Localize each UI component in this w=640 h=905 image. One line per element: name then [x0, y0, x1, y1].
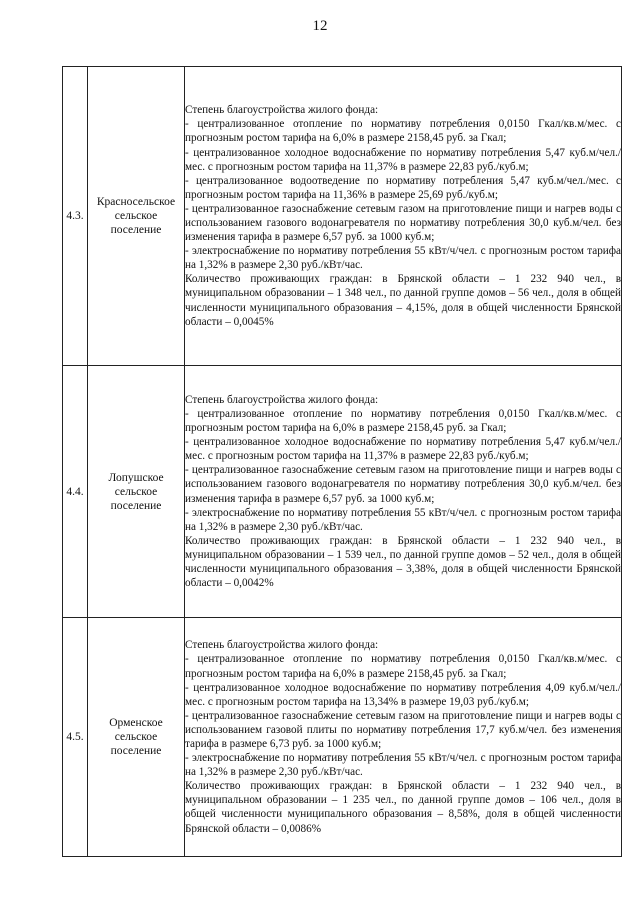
heating-item: - централизованное отопление по нормативу потребления 0,0150 Гкал/кв.м/мес. с прогнозным ростом тарифа на 6,0% в размере 2158,45 руб. за Гкал;: [185, 118, 621, 145]
sewerage-item: - централизованное водоотведение по нормативу потребления 5,47 куб.м/чел./мес. с прогнозным ростом тарифа на 11,36% в размере 25,69 руб./куб.м;: [185, 174, 621, 201]
settlement-name-line: Красносельское: [96, 196, 176, 208]
table-row: [63, 618, 622, 857]
population-item: Количество проживающих граждан: в Брянской области – 1 232 940 чел., в муниципальном образовании – 1 539 чел., по данной группе домов – 52 чел., доля в общей численности муниципального образования – 3,38%, доля в общей численности Брянской области – 0,0042%: [185, 534, 621, 590]
settlement-name-line: поселение: [110, 499, 162, 512]
section-heading: Степень благоустройства жилого фонда:: [185, 639, 379, 652]
gas-item: - централизованное газоснабжение сетевым газом на приготовление пищи и нагрев воды с использованием газового водонагревателя по нормативу потребления 30,0 куб.м/чел. без изменения тарифа в размере 6,57 руб. за 1000 куб.м;: [185, 464, 621, 505]
settlement-name: [88, 67, 185, 366]
electricity-item: - электроснабжение по нормативу потребления 55 кВт/ч/чел. с прогнозным ростом тарифа на 1,32% в размере 2,30 руб./кВт/час.: [185, 752, 621, 779]
tariff-table: [62, 66, 622, 857]
heating-item: - централизованное отопление по нормативу потребления 0,0150 Гкал/кв.м/мес. с прогнозным ростом тарифа на 6,0% в размере 2158,45 руб. за Гкал;: [185, 407, 621, 435]
cold-water-item: - централизованное холодное водоснабжение по нормативу потребления 5,47 куб.м/чел./мес. с прогнозным ростом тарифа на 11,37% в размере 22,83 руб./куб.м;: [185, 436, 621, 463]
settlement-name: [88, 366, 185, 618]
cold-water-item: - централизованное холодное водоснабжение по нормативу потребления 5,47 куб.м/чел./мес. с прогнозным ростом тарифа на 11,37% в размере 22,83 руб./куб.м;: [185, 146, 621, 173]
cold-water-item: - централизованное холодное водоснабжение по нормативу потребления 4,09 куб.м/чел./мес. с прогнозным ростом тарифа на 13,34% в размере 19,03 руб./куб.м;: [185, 681, 621, 708]
settlement-name-line: поселение: [110, 224, 162, 236]
electricity-item: - электроснабжение по нормативу потребления 55 кВт/ч/чел. с прогнозным ростом тарифа на 1,32% в размере 2,30 руб./кВт/час.: [185, 245, 621, 272]
heating-item: - централизованное отопление по нормативу потребления 0,0150 Гкал/кв.м/мес. с прогнозным ростом тарифа на 6,0% в размере 2158,45 руб. за Гкал;: [185, 653, 621, 680]
gas-item: - централизованное газоснабжение сетевым газом на приготовление пищи и нагрев воды с использованием газовой плиты по нормативу потребления 17,7 куб.м/чел. без изменения тарифа в размере 6,73 руб. за 1000 куб.м;: [185, 709, 621, 750]
population-item: Количество проживающих граждан: в Брянской области – 1 232 940 чел., в муниципальном образовании – 1 235 чел., по данной группе домов – 106 чел., доля в общей численности муниципального образования – 8,58%, доля в общей численности Брянской области – 0,0086%: [185, 780, 621, 835]
row-number: 4.5.: [63, 618, 88, 857]
description-cell: [185, 366, 622, 618]
settlement-name: [88, 618, 185, 857]
settlement-name-line: сельское: [114, 485, 158, 498]
population-item: Количество проживающих граждан: в Брянской области – 1 232 940 чел., в муниципальном образовании – 1 348 чел., по данной группе домов – 56 чел., доля в общей численности муниципального образования – 4,15%, доля в общей численности Брянской области – 0,0045%: [185, 273, 621, 328]
description-cell: [185, 618, 622, 857]
row-number: 4.4.: [63, 366, 88, 618]
section-heading: Степень благоустройства жилого фонда:: [185, 393, 379, 406]
description-cell: [185, 67, 622, 366]
table-row: [63, 366, 622, 618]
section-heading: Степень благоустройства жилого фонда:: [185, 104, 379, 117]
gas-item: - централизованное газоснабжение сетевым газом на приготовление пищи и нагрев воды с использованием газового водонагревателя по нормативу потребления 30,0 куб.м/чел. без изменения тарифа в размере 6,57 руб. за 1000 куб.м;: [185, 202, 621, 244]
table-row: [63, 67, 622, 366]
settlement-name-line: сельское: [114, 210, 158, 222]
electricity-item: - электроснабжение по нормативу потребления 55 кВт/ч/чел. с прогнозным ростом тарифа на 1,32% в размере 2,30 руб./кВт/час.: [185, 506, 621, 533]
settlement-name-line: Орменское: [109, 717, 163, 729]
settlement-name-line: поселение: [110, 745, 162, 757]
settlement-name-line: Лопушское: [108, 471, 164, 484]
page-number: 12: [312, 18, 328, 34]
row-number: 4.3.: [63, 67, 88, 366]
settlement-name-line: сельское: [114, 731, 158, 743]
